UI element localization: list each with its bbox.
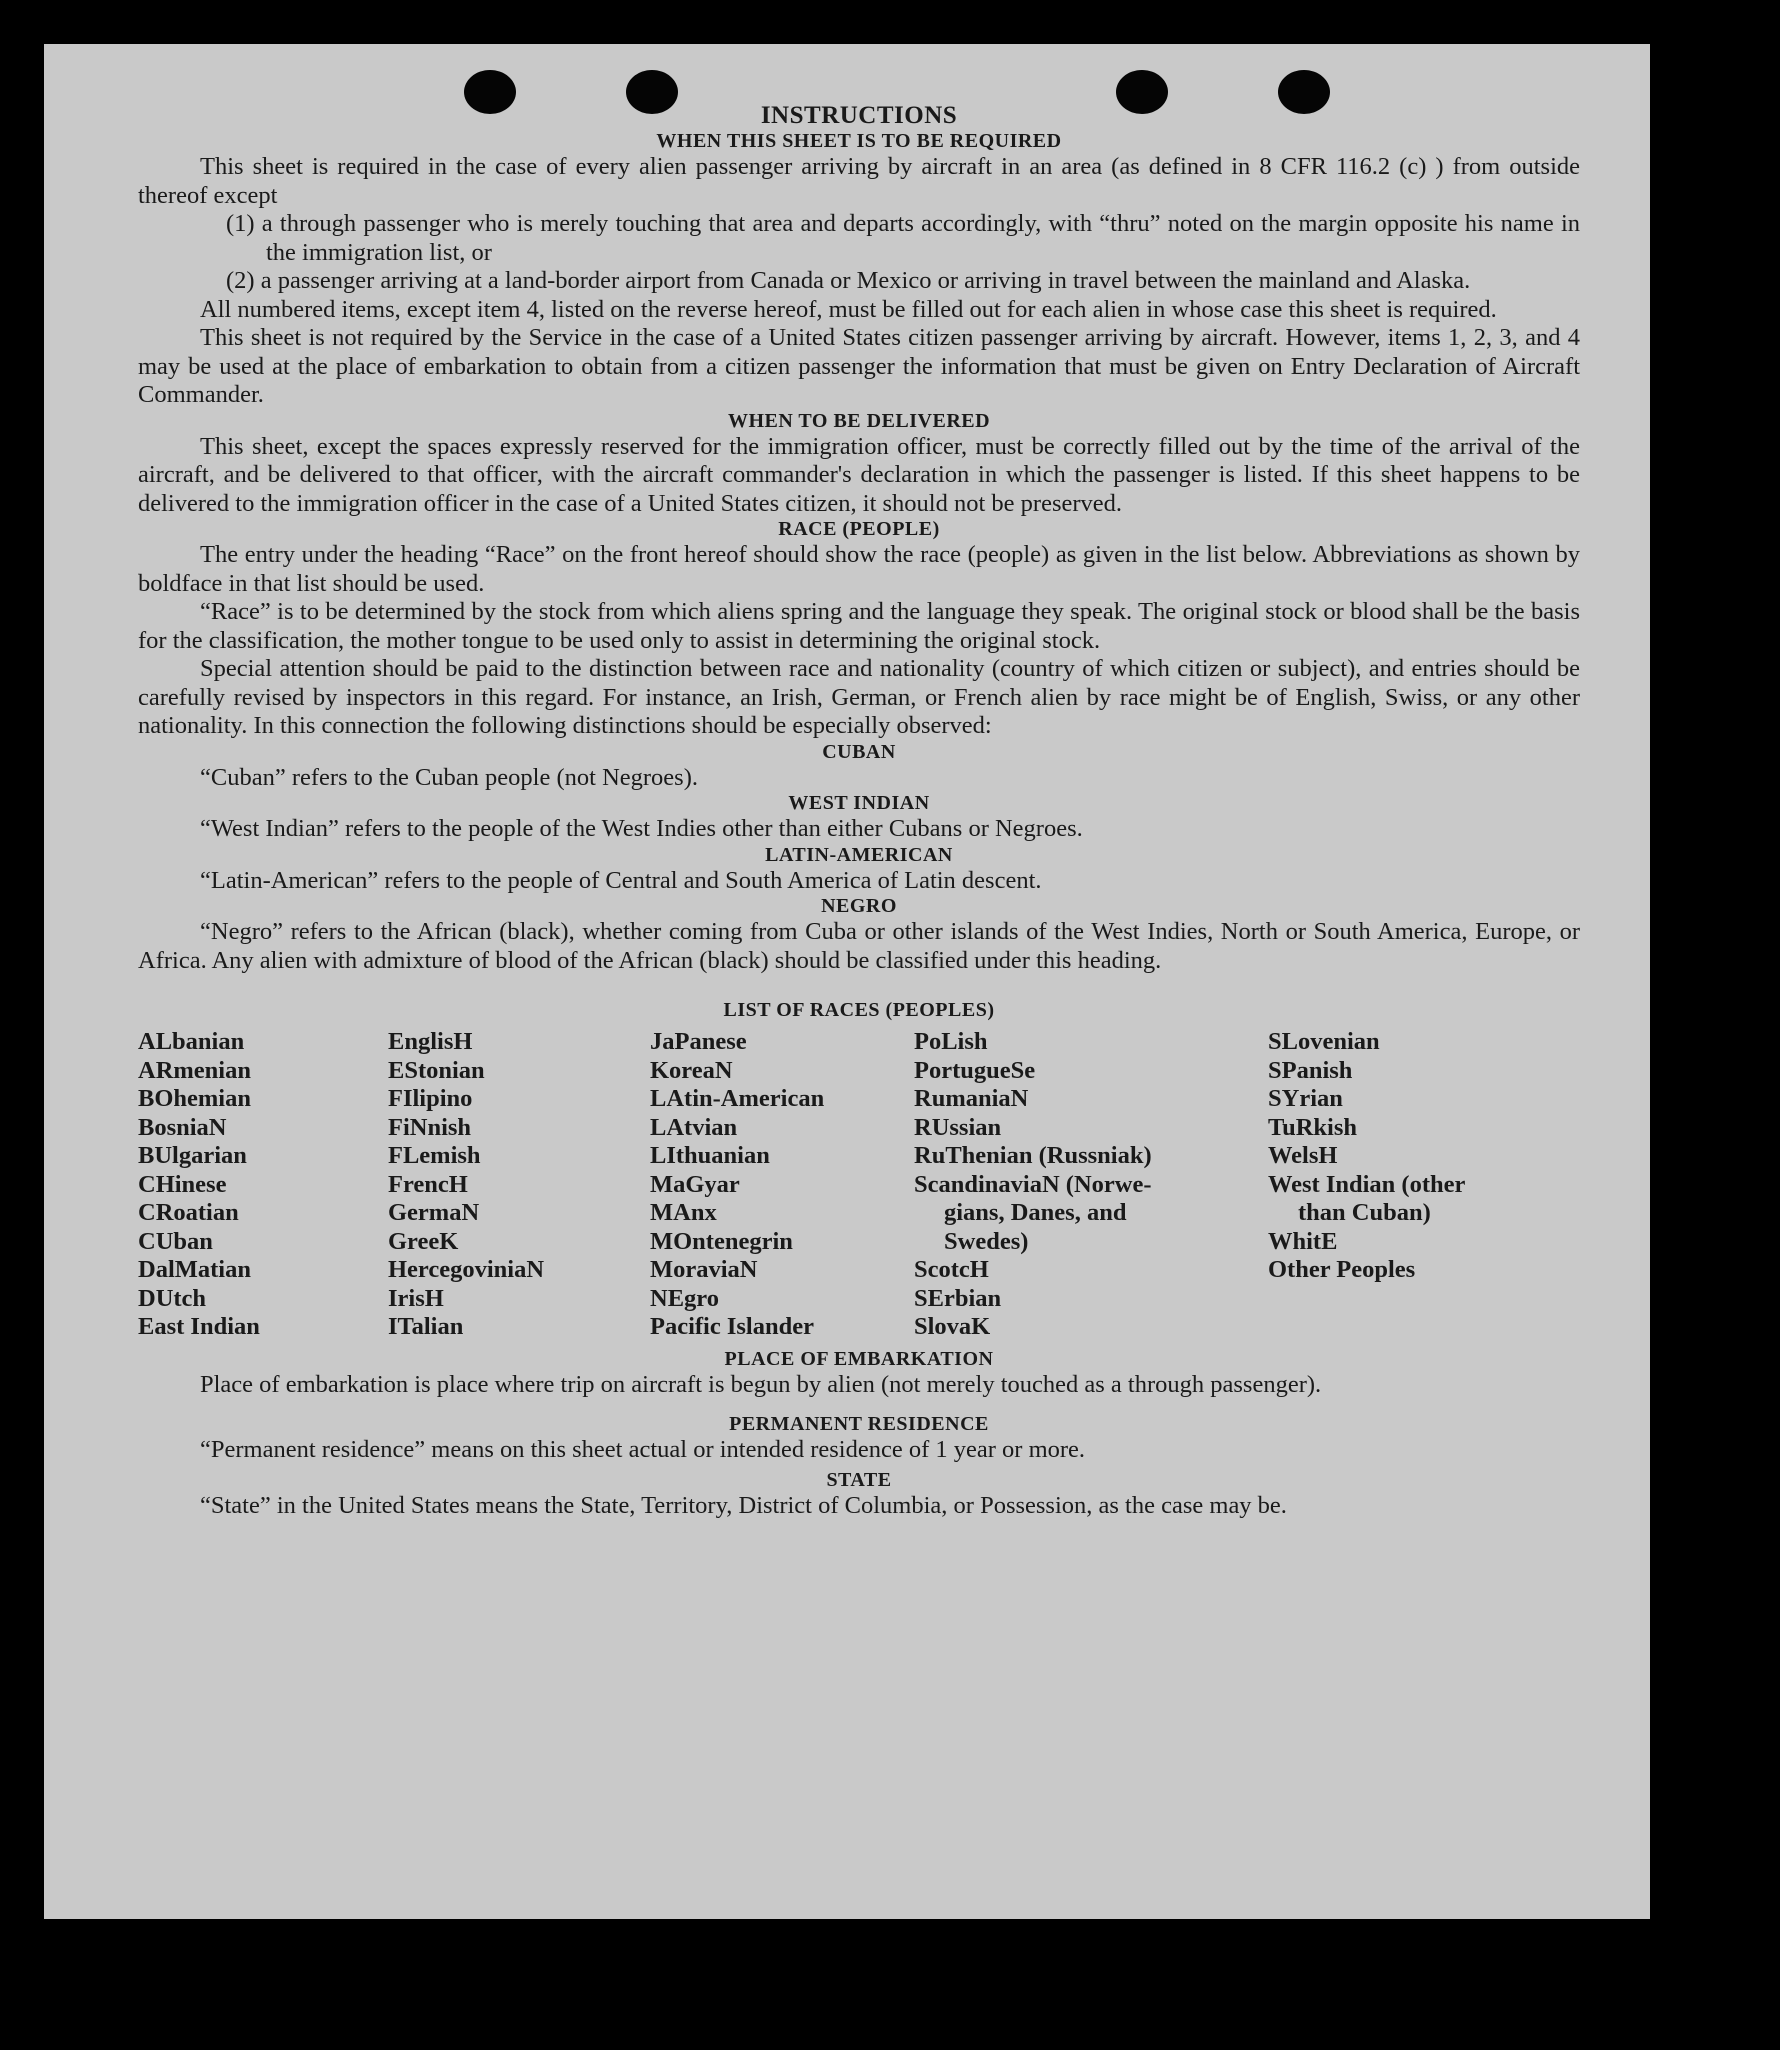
paragraph: Special attention should be paid to the distinction between race and nationality (country of which citizen or subject), and entries should be carefully revised by inspectors in this regard. For instance, an Irish, German, or French alien by race might be of English, Swiss, or any other nationality. In this connection the following distinctions should be especially observed: (138, 655, 1580, 739)
race-entry: HercegovinіaN (388, 1256, 545, 1283)
race-entry: WhitE (1268, 1227, 1338, 1255)
race-entry: ALbanian (138, 1028, 245, 1055)
race-column (650, 1028, 914, 1342)
race-entry: FiNnish (388, 1113, 472, 1141)
section-heading: STATE (826, 1468, 892, 1491)
page-title: INSTRUCTIONS (760, 102, 958, 129)
instructions-content (138, 102, 1580, 1520)
race-entry: SLovenian (1268, 1028, 1380, 1055)
race-entry: IrisH (388, 1284, 444, 1312)
section-heading: RACE (PEOPLE) (778, 518, 940, 540)
race-entry: RUssian (914, 1113, 1002, 1141)
race-entry: ScandinaviaN (Norwe- (914, 1170, 1152, 1198)
list-item: (1) a through passenger who is merely touching that area and departs accordingly, with “thru” noted on the margin opposite his name in the immigration list, or (226, 210, 1580, 266)
race-entry: FrencH (388, 1170, 468, 1198)
race-entry: BosniaN (138, 1113, 227, 1141)
paragraph: This sheet is not required by the Service in the case of a United States citizen passenger arriving by aircraft. However, items 1, 2, 3, and 4 may be used at the place of embarkation to obtain from a citizen passenger the information that must be given on Entry Declaration of Aircraft Commander. (138, 324, 1580, 408)
race-entry: JaPanese (650, 1028, 747, 1055)
paragraph: “Race” is to be determined by the stock from which aliens spring and the language they speak. The original stock or blood shall be the basis for the classification, the mother tongue to be used only to assist in determining the original stock. (138, 598, 1580, 654)
race-entry: WelsH (1268, 1142, 1338, 1169)
paragraph: “West Indian” refers to the people of the West Indies other than either Cubans or Negroes. (200, 815, 1083, 842)
race-entry: SPanish (1268, 1056, 1353, 1084)
race-entry: Pacific Islander (650, 1313, 814, 1340)
race-entry: West Indian (other (1268, 1170, 1466, 1198)
race-entry: PortugueSe (914, 1056, 1036, 1084)
race-entry: RumaniaN (914, 1085, 1029, 1112)
race-entry: Other Peoples (1268, 1256, 1416, 1283)
race-entry: DalMatian (138, 1256, 251, 1283)
race-entry: DUtch (138, 1284, 207, 1312)
race-entry: SYrian (1268, 1085, 1343, 1112)
race-entry: MaGyar (650, 1170, 740, 1198)
race-entry: PoLish (914, 1028, 988, 1055)
race-entry: GreeK (388, 1227, 459, 1255)
race-entry: ScotcH (914, 1256, 989, 1283)
race-entry: LAtvian (650, 1113, 738, 1141)
paragraph: This sheet, except the spaces expressly reserved for the immigration officer, must be correctly filled out by the time of the arrival of the aircraft, and be delivered to that officer, with the aircraft commander's declaration in which the passenger is listed. If this sheet happens to be delivered to the immigration officer in the case of a United States citizen, it should not be preserved. (138, 432, 1580, 517)
section-heading: WHEN TO BE DELIVERED (727, 409, 991, 432)
race-entry: CHinese (138, 1170, 227, 1198)
race-entry: RuThenian (Russniak) (914, 1142, 1152, 1169)
race-entry: FLemish (388, 1142, 481, 1169)
race-entry: EStonian (388, 1056, 485, 1084)
race-column (914, 1028, 1268, 1342)
paragraph: “Permanent residence” means on this sheet actual or intended residence of 1 year or more. (200, 1436, 1086, 1463)
section-heading: CUBAN (822, 740, 896, 763)
race-entry: SlovaK (914, 1313, 991, 1340)
race-entry: CUban (138, 1227, 213, 1255)
race-entry: LAtin-American (650, 1085, 825, 1112)
section-heading: WHEN THIS SHEET IS TO BE REQUIRED (656, 130, 1062, 152)
paragraph: All numbered items, except item 4, listed on the reverse hereof, must be filled out for each alien in whose case this sheet is required. (200, 295, 1497, 323)
race-entry: than Cuban) (1298, 1199, 1431, 1226)
document-sheet (44, 44, 1650, 1919)
list-item: (2) a passenger arriving at a land-border airport from Canada or Mexico or arriving in travel between the mainland and Alaska. (226, 267, 1471, 294)
paragraph: The entry under the heading “Race” on the front hereof should show the race (people) as given in the list below. Abbreviations as shown by boldface in that list should be used. (138, 541, 1580, 597)
race-entry: BUlgarian (138, 1142, 247, 1169)
race-entry: Swedes) (944, 1227, 1029, 1255)
race-entry: BOhemian (138, 1085, 251, 1112)
race-entry: NEgro (650, 1284, 719, 1312)
race-entry: gians, Danes, and (944, 1199, 1127, 1226)
race-entry: CRoatian (138, 1199, 239, 1226)
race-entry: SErbian (914, 1284, 1002, 1312)
race-entry: MOntenegrin (650, 1227, 793, 1255)
race-entry: ITalian (388, 1313, 464, 1340)
section-heading: LIST OF RACES (PEOPLES) (723, 999, 995, 1021)
race-entry: MAnx (650, 1199, 717, 1226)
race-list (138, 1028, 1580, 1342)
race-entry: FIlipino (388, 1085, 473, 1112)
section-heading: LATIN-AMERICAN (765, 843, 953, 866)
race-entry: MoraviaN (650, 1256, 758, 1283)
paragraph: “State” in the United States means the State, Territory, District of Columbia, or Possession, as the case may be. (200, 1491, 1287, 1519)
section-heading: WEST INDIAN (788, 792, 930, 814)
race-entry: KoreaN (650, 1056, 733, 1084)
race-column (138, 1028, 388, 1342)
race-entry: ARmenian (138, 1056, 251, 1084)
section-heading: PLACE OF EMBARKATION (724, 1347, 994, 1370)
race-entry: East Indian (138, 1313, 260, 1340)
race-column (388, 1028, 650, 1342)
paragraph: “Cuban” refers to the Cuban people (not Negroes). (200, 763, 698, 791)
race-entry: TuRkish (1268, 1113, 1358, 1141)
paragraph: This sheet is required in the case of every alien passenger arriving by aircraft in an area (as defined in 8 CFR 116.2 (c) ) from outside thereof except (138, 153, 1580, 209)
section-heading: PERMANENT RESIDENCE (729, 1413, 989, 1435)
race-entry: GermaN (388, 1199, 480, 1226)
paragraph: “Negro” refers to the African (black), whether coming from Cuba or other islands of the West Indies, North or South America, Europe, or Africa. Any alien with admixture of blood of the African (black) should be classified under this heading. (138, 918, 1580, 974)
paragraph: “Latin-American” refers to the people of Central and South America of Latin descent. (200, 866, 1042, 894)
section-heading: NEGRO (821, 895, 897, 917)
paragraph: Place of embarkation is place where trip on aircraft is begun by alien (not merely touched as a through passenger). (200, 1370, 1322, 1398)
race-column (1268, 1028, 1558, 1342)
race-entry: LIthuanian (650, 1142, 770, 1169)
race-entry: EnglisH (388, 1028, 473, 1055)
